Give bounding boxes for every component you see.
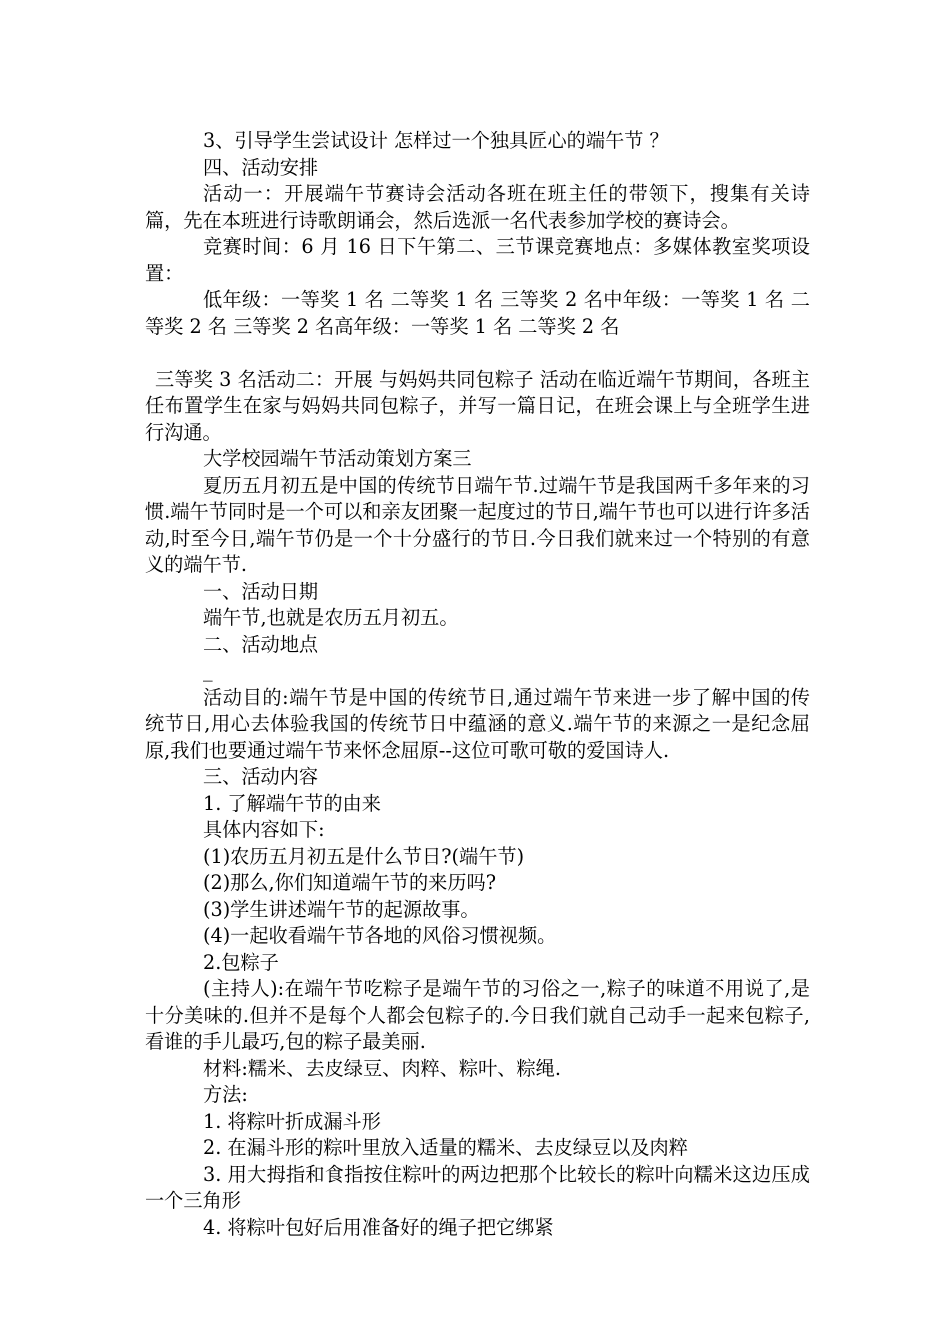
list-item-zongzi: 2.包粽子 xyxy=(203,950,279,974)
paragraph-purpose: 活动目的:端午节是中国的传统节日,通过端午节来进一步了解中国的传统节日,用心去体验我国的传统节日中蕴涵的意义.端午节的来源之一是纪念屈原,我们也要通过端午节来怀念屈原--这位可歌可敬的爱国诗人. xyxy=(145,685,810,762)
paragraph-activity-one: 活动一：开展端午节赛诗会活动各班在班主任的带领下，搜集有关诗篇，先在本班进行诗歌朗诵会，然后选派一名代表参加学校的赛诗会。 xyxy=(145,182,810,232)
blank-line xyxy=(145,340,810,367)
paragraph-activity-two: 三等奖 3 名活动二：开展 与妈妈共同包粽子 活动在临近端午节期间，各班主任布置学生在家与妈妈共同包粽子，并写一篇日记，在班会课上与全班学生进行沟通。 xyxy=(145,367,810,444)
location-blank: _ xyxy=(203,659,213,682)
document-body xyxy=(145,128,810,1241)
section-heading-activity-location: 二、活动地点 xyxy=(203,632,319,656)
list-item-question-1: (1)农历五月初五是什么节日?(端午节) xyxy=(203,844,525,868)
paragraph-materials: 材料:糯米、去皮绿豆、肉粹、粽叶、粽绳. xyxy=(203,1056,561,1080)
document-title: 大学校园端午节活动策划方案三 xyxy=(203,447,472,470)
paragraph-competition-time: 竞赛时间：6 月 16 日下午第二、三节课竞赛地点：多媒体教室奖项设置： xyxy=(145,235,810,285)
list-item-question-2: (2)那么,你们知道端午节的来历吗? xyxy=(203,871,497,894)
list-item-question-4: (4)一起收看端午节各地的风俗习惯视频。 xyxy=(203,924,557,947)
list-item-step-2: 2. 在漏斗形的粽叶里放入适量的糯米、去皮绿豆以及肉粹 xyxy=(203,1136,688,1159)
paragraph-intro: 夏历五月初五是中国的传统节日端午节.过端午节是我国两千多年来的习惯.端午节同时是一个可以和亲友团聚一起度过的节日,端午节也可以进行许多活动,时至今日,端午节仍是一个十分盛行的节日.今日我们就来过一个特别的有意义的端午节. xyxy=(145,473,810,576)
section-heading-activity-date: 一、活动日期 xyxy=(203,579,319,603)
paragraph-date: 端午节,也就是农历五月初五。 xyxy=(203,606,459,629)
paragraph-details: 具体内容如下: xyxy=(203,818,325,841)
list-item-step-1: 1. 将粽叶折成漏斗形 xyxy=(203,1109,381,1133)
section-heading-activity-arrangement: 四、活动安排 xyxy=(203,155,319,179)
paragraph-1: 3、引导学生尝试设计 怎样过一个独具匠心的端午节 ？ xyxy=(203,129,669,152)
list-item-question-3: (3)学生讲述端午节的起源故事。 xyxy=(203,897,480,921)
list-item-origin: 1. 了解端午节的由来 xyxy=(203,791,381,815)
section-heading-activity-content: 三、活动内容 xyxy=(203,765,319,788)
paragraph-host: (主持人):在端午节吃粽子是端午节的习俗之一,粽子的味道不用说了,是十分美味的.但并不是每个人都会包粽子的.今日我们就自己动手一起来包粽子,看谁的手儿最巧,包的粽子最美丽. xyxy=(145,977,810,1053)
paragraph-method-label: 方法: xyxy=(203,1083,248,1106)
paragraph-awards: 低年级：一等奖 1 名 二等奖 1 名 三等奖 2 名中年级：一等奖 1 名 二等奖 2 名 三等奖 2 名高年级：一等奖 1 名 二等奖 2 名 xyxy=(145,288,810,338)
list-item-step-3: 3. 用大拇指和食指按住粽叶的两边把那个比较长的粽叶向糯米这边压成一个三角形 xyxy=(145,1162,810,1212)
list-item-step-4: 4. 将粽叶包好后用准备好的绳子把它绑紧 xyxy=(203,1215,554,1239)
